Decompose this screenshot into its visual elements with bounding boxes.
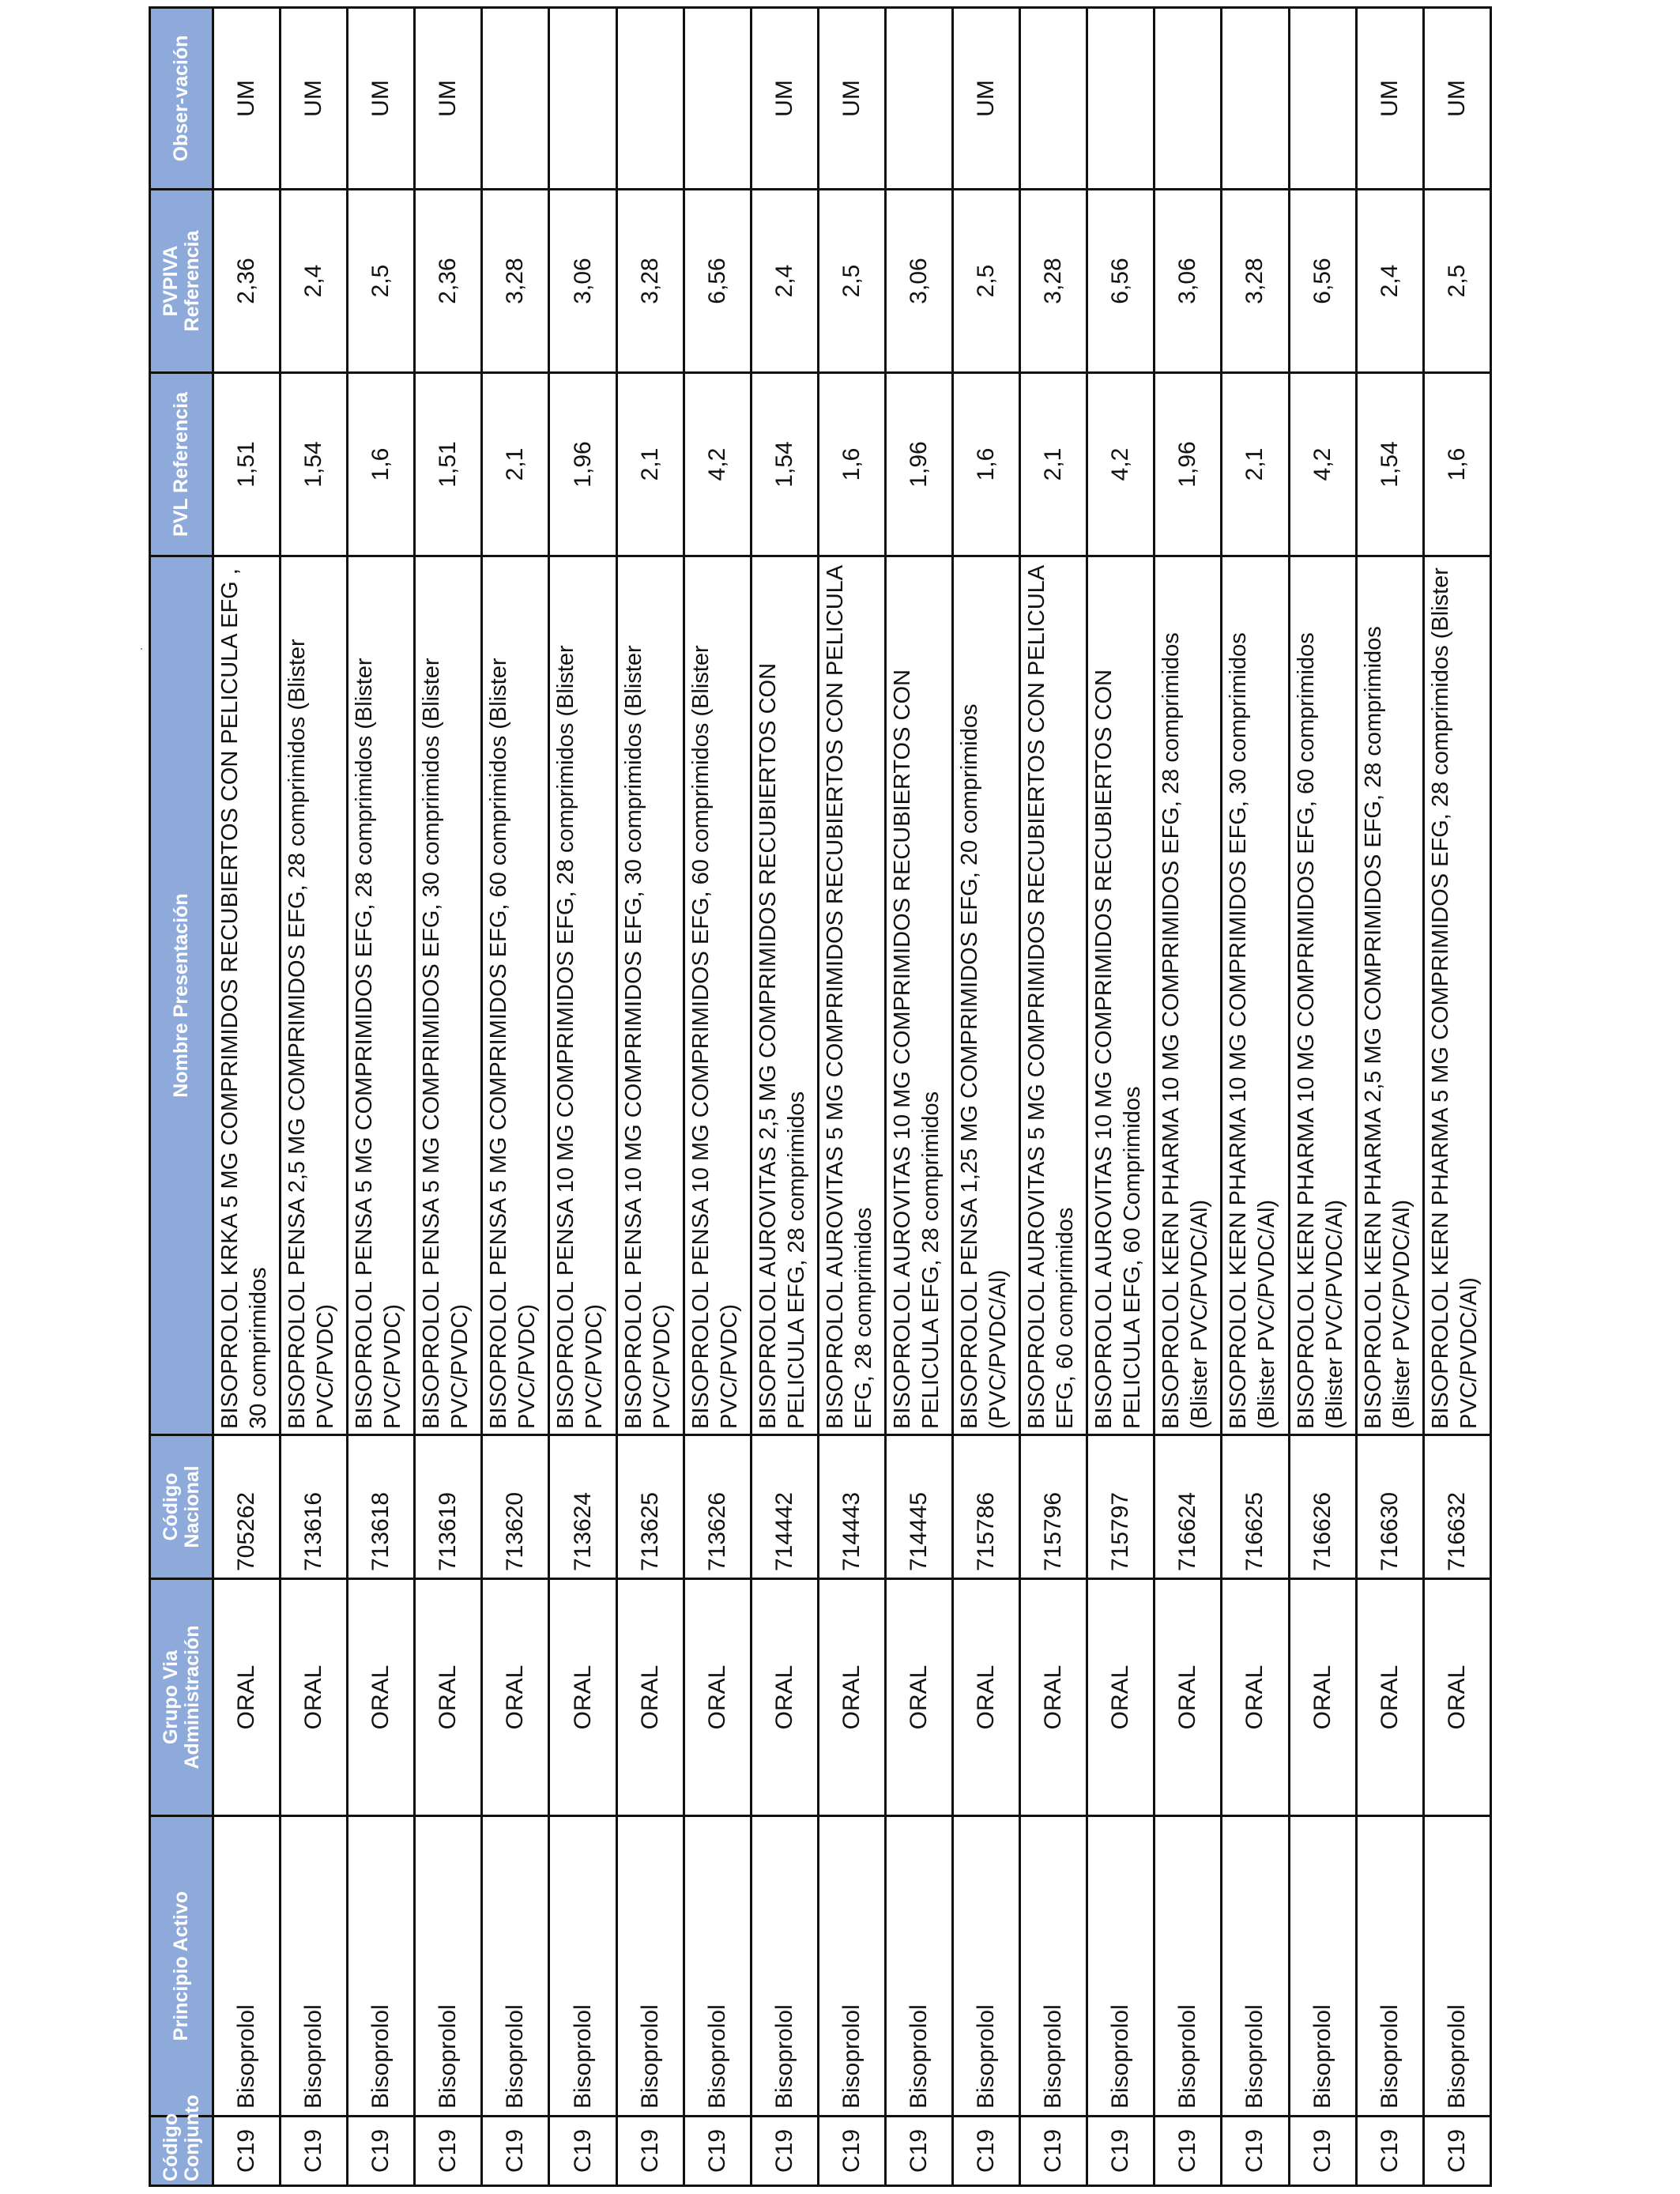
cell-pvl: 1,96 [885,373,952,556]
cell-codigo-conjunto: C19 [1222,2117,1289,2186]
table-row [415,8,482,2186]
cell-grupo-via: ORAL [684,1579,751,1816]
cell-principio-activo: Bisoprolol [684,1816,751,2117]
cell-codigo-conjunto: C19 [482,2117,549,2186]
cell-codigo-nacional: 713620 [482,1435,549,1579]
cell-principio-activo: Bisoprolol [1289,1816,1356,2117]
table-row [616,8,684,2186]
cell-codigo-conjunto: C19 [549,2117,616,2186]
cell-principio-activo: Bisoprolol [1423,1816,1490,2117]
cell-codigo-conjunto: C19 [1289,2117,1356,2186]
cell-observacion [1020,8,1087,190]
cell-pvl: 1,96 [549,373,616,556]
cell-nombre-presentacion: BISOPROLOL KERN PHARMA 10 MG COMPRIMIDOS EFG, 60 comprimidos (Blister PVC/PVDC/Al) [1289,556,1356,1435]
col-header-pvl: PVL Referencia [150,373,213,556]
cell-principio-activo: Bisoprolol [885,1816,952,2117]
cell-pvpiva: 2,4 [1356,190,1423,373]
cell-codigo-conjunto: C19 [751,2117,818,2186]
table-row [751,8,818,2186]
table-row [1222,8,1289,2186]
cell-grupo-via: ORAL [1155,1579,1222,1816]
cell-observacion [616,8,684,190]
cell-pvl: 2,1 [1222,373,1289,556]
cell-nombre-presentacion: BISOPROLOL PENSA 5 MG COMPRIMIDOS EFG, 30 comprimidos (Blister PVC/PVDC) [415,556,482,1435]
cell-observacion [482,8,549,190]
cell-codigo-nacional: 713626 [684,1435,751,1579]
cell-nombre-presentacion: BISOPROLOL KERN PHARMA 5 MG COMPRIMIDOS EFG, 28 comprimidos (Blister PVC/PVDC/Al) [1423,556,1490,1435]
cell-principio-activo: Bisoprolol [549,1816,616,2117]
cell-observacion: UM [281,8,348,190]
table-row [1289,8,1356,2186]
cell-pvl: 2,1 [482,373,549,556]
cell-pvpiva: 2,4 [281,190,348,373]
cell-pvl: 1,6 [953,373,1020,556]
cell-pvl: 1,54 [281,373,348,556]
table-row [348,8,415,2186]
cell-pvl: 1,54 [751,373,818,556]
cell-nombre-presentacion: BISOPROLOL KRKA 5 MG COMPRIMIDOS RECUBIERTOS CON PELICULA EFG , 30 comprimidos [213,556,281,1435]
cell-observacion [1289,8,1356,190]
cell-pvl: 1,54 [1356,373,1423,556]
col-header-codigo-conjunto: Código Conjunto [150,2117,213,2186]
cell-pvl: 1,6 [818,373,885,556]
cell-pvpiva: 2,5 [818,190,885,373]
cell-codigo-nacional: 716632 [1423,1435,1490,1579]
cell-observacion [1087,8,1155,190]
cell-codigo-conjunto: C19 [684,2117,751,2186]
table-body [213,8,1491,2186]
cell-observacion [684,8,751,190]
cell-nombre-presentacion: BISOPROLOL KERN PHARMA 2,5 MG COMPRIMIDOS EFG, 28 comprimidos (Blister PVC/PVDC/Al) [1356,556,1423,1435]
cell-pvl: 1,51 [213,373,281,556]
cell-principio-activo: Bisoprolol [616,1816,684,2117]
cell-pvpiva: 2,5 [348,190,415,373]
cell-observacion: UM [953,8,1020,190]
cell-principio-activo: Bisoprolol [415,1816,482,2117]
cell-observacion [1222,8,1289,190]
page-mark [141,648,142,650]
cell-principio-activo: Bisoprolol [281,1816,348,2117]
cell-observacion: UM [415,8,482,190]
cell-grupo-via: ORAL [1356,1579,1423,1816]
cell-codigo-nacional: 713618 [348,1435,415,1579]
table-row [1020,8,1087,2186]
col-header-codigo-nacional: Código Nacional [150,1435,213,1579]
cell-principio-activo: Bisoprolol [751,1816,818,2117]
cell-grupo-via: ORAL [1423,1579,1490,1816]
cell-pvpiva: 2,36 [415,190,482,373]
cell-grupo-via: ORAL [415,1579,482,1816]
table-row [684,8,751,2186]
cell-codigo-conjunto: C19 [281,2117,348,2186]
cell-codigo-nacional: 705262 [213,1435,281,1579]
cell-pvpiva: 3,06 [885,190,952,373]
col-header-nombre-presentacion: Nombre Presentación [150,556,213,1435]
cell-nombre-presentacion: BISOPROLOL AUROVITAS 10 MG COMPRIMIDOS RECUBIERTOS CON PELICULA EFG, 60 Comprimidos [1087,556,1155,1435]
cell-principio-activo: Bisoprolol [1087,1816,1155,2117]
table-row [953,8,1020,2186]
cell-codigo-conjunto: C19 [415,2117,482,2186]
cell-codigo-nacional: 714443 [818,1435,885,1579]
cell-pvpiva: 6,56 [684,190,751,373]
cell-principio-activo: Bisoprolol [953,1816,1020,2117]
cell-nombre-presentacion: BISOPROLOL KERN PHARMA 10 MG COMPRIMIDOS EFG, 30 comprimidos (Blister PVC/PVDC/Al) [1222,556,1289,1435]
cell-codigo-conjunto: C19 [953,2117,1020,2186]
table-row [1356,8,1423,2186]
cell-pvpiva: 2,36 [213,190,281,373]
cell-nombre-presentacion: BISOPROLOL AUROVITAS 10 MG COMPRIMIDOS RECUBIERTOS CON PELICULA EFG, 28 comprimidos [885,556,952,1435]
cell-principio-activo: Bisoprolol [482,1816,549,2117]
cell-grupo-via: ORAL [953,1579,1020,1816]
cell-pvl: 1,51 [415,373,482,556]
cell-pvl: 1,6 [348,373,415,556]
cell-grupo-via: ORAL [885,1579,952,1816]
cell-observacion: UM [818,8,885,190]
table-row [1155,8,1222,2186]
cell-observacion: UM [348,8,415,190]
cell-codigo-nacional: 713616 [281,1435,348,1579]
cell-pvpiva: 3,06 [549,190,616,373]
cell-codigo-conjunto: C19 [885,2117,952,2186]
cell-codigo-nacional: 715796 [1020,1435,1087,1579]
cell-principio-activo: Bisoprolol [1020,1816,1087,2117]
cell-codigo-conjunto: C19 [1020,2117,1087,2186]
cell-pvl: 2,1 [616,373,684,556]
cell-codigo-nacional: 716630 [1356,1435,1423,1579]
cell-pvpiva: 2,5 [953,190,1020,373]
cell-grupo-via: ORAL [751,1579,818,1816]
cell-codigo-nacional: 713625 [616,1435,684,1579]
cell-principio-activo: Bisoprolol [1356,1816,1423,2117]
table-row [885,8,952,2186]
table-row [818,8,885,2186]
cell-nombre-presentacion: BISOPROLOL PENSA 5 MG COMPRIMIDOS EFG, 28 comprimidos (Blister PVC/PVDC) [348,556,415,1435]
cell-grupo-via: ORAL [549,1579,616,1816]
cell-codigo-conjunto: C19 [213,2117,281,2186]
cell-pvpiva: 3,06 [1155,190,1222,373]
cell-grupo-via: ORAL [348,1579,415,1816]
cell-codigo-nacional: 713619 [415,1435,482,1579]
cell-principio-activo: Bisoprolol [1155,1816,1222,2117]
cell-pvpiva: 3,28 [1020,190,1087,373]
cell-nombre-presentacion: BISOPROLOL KERN PHARMA 10 MG COMPRIMIDOS EFG, 28 comprimidos (Blister PVC/PVDC/Al) [1155,556,1222,1435]
cell-observacion [549,8,616,190]
cell-pvl: 4,2 [1289,373,1356,556]
cell-codigo-nacional: 716625 [1222,1435,1289,1579]
table-row [1423,8,1490,2186]
cell-pvpiva: 6,56 [1087,190,1155,373]
cell-pvpiva: 2,4 [751,190,818,373]
cell-nombre-presentacion: BISOPROLOL PENSA 10 MG COMPRIMIDOS EFG, 30 comprimidos (Blister PVC/PVDC) [616,556,684,1435]
cell-grupo-via: ORAL [1222,1579,1289,1816]
cell-codigo-conjunto: C19 [1087,2117,1155,2186]
cell-observacion: UM [1423,8,1490,190]
cell-observacion [885,8,952,190]
cell-pvpiva: 2,5 [1423,190,1490,373]
cell-observacion: UM [1356,8,1423,190]
cell-principio-activo: Bisoprolol [1222,1816,1289,2117]
cell-pvl: 1,96 [1155,373,1222,556]
col-header-grupo-via: Grupo Via Administración [150,1579,213,1816]
cell-grupo-via: ORAL [616,1579,684,1816]
cell-grupo-via: ORAL [1020,1579,1087,1816]
cell-codigo-conjunto: C19 [1356,2117,1423,2186]
table-row [281,8,348,2186]
price-table [149,6,1492,2187]
cell-nombre-presentacion: BISOPROLOL PENSA 5 MG COMPRIMIDOS EFG, 60 comprimidos (Blister PVC/PVDC) [482,556,549,1435]
cell-pvpiva: 6,56 [1289,190,1356,373]
cell-observacion [1155,8,1222,190]
table-row [482,8,549,2186]
cell-pvpiva: 3,28 [616,190,684,373]
cell-nombre-presentacion: BISOPROLOL PENSA 2,5 MG COMPRIMIDOS EFG, 28 comprimidos (Blister PVC/PVDC) [281,556,348,1435]
cell-grupo-via: ORAL [482,1579,549,1816]
cell-codigo-nacional: 714442 [751,1435,818,1579]
cell-grupo-via: ORAL [818,1579,885,1816]
cell-observacion: UM [213,8,281,190]
header-row [150,8,213,2186]
cell-pvl: 2,1 [1020,373,1087,556]
cell-codigo-nacional: 715797 [1087,1435,1155,1579]
table-row [549,8,616,2186]
rotated-page [149,9,1492,2187]
cell-nombre-presentacion: BISOPROLOL AUROVITAS 2,5 MG COMPRIMIDOS RECUBIERTOS CON PELICULA EFG, 28 comprimidos [751,556,818,1435]
cell-codigo-nacional: 716626 [1289,1435,1356,1579]
cell-principio-activo: Bisoprolol [818,1816,885,2117]
cell-grupo-via: ORAL [1289,1579,1356,1816]
cell-pvl: 4,2 [684,373,751,556]
cell-grupo-via: ORAL [213,1579,281,1816]
cell-codigo-nacional: 715786 [953,1435,1020,1579]
cell-codigo-conjunto: C19 [1155,2117,1222,2186]
table-row [213,8,281,2186]
cell-nombre-presentacion: BISOPROLOL PENSA 1,25 MG COMPRIMIDOS EFG, 20 comprimidos (PVC/PVDC/Al) [953,556,1020,1435]
cell-grupo-via: ORAL [1087,1579,1155,1816]
cell-codigo-conjunto: C19 [616,2117,684,2186]
cell-codigo-conjunto: C19 [818,2117,885,2186]
cell-codigo-nacional: 716624 [1155,1435,1222,1579]
cell-nombre-presentacion: BISOPROLOL AUROVITAS 5 MG COMPRIMIDOS RECUBIERTOS CON PELICULA EFG, 28 comprimidos [818,556,885,1435]
cell-pvl: 4,2 [1087,373,1155,556]
cell-pvpiva: 3,28 [1222,190,1289,373]
cell-nombre-presentacion: BISOPROLOL PENSA 10 MG COMPRIMIDOS EFG, 28 comprimidos (Blister PVC/PVDC) [549,556,616,1435]
col-header-pvpiva: PVPIVA Referencia [150,190,213,373]
cell-grupo-via: ORAL [281,1579,348,1816]
cell-codigo-nacional: 714445 [885,1435,952,1579]
table-row [1087,8,1155,2186]
cell-principio-activo: Bisoprolol [348,1816,415,2117]
cell-codigo-conjunto: C19 [1423,2117,1490,2186]
col-header-observacion: Obser-vación [150,8,213,190]
cell-observacion: UM [751,8,818,190]
cell-codigo-nacional: 713624 [549,1435,616,1579]
cell-principio-activo: Bisoprolol [213,1816,281,2117]
col-header-principio-activo: Principio Activo [150,1816,213,2117]
cell-pvpiva: 3,28 [482,190,549,373]
cell-nombre-presentacion: BISOPROLOL PENSA 10 MG COMPRIMIDOS EFG, 60 comprimidos (Blister PVC/PVDC) [684,556,751,1435]
cell-codigo-conjunto: C19 [348,2117,415,2186]
cell-nombre-presentacion: BISOPROLOL AUROVITAS 5 MG COMPRIMIDOS RECUBIERTOS CON PELICULA EFG, 60 comprimidos [1020,556,1087,1435]
cell-pvl: 1,6 [1423,373,1490,556]
